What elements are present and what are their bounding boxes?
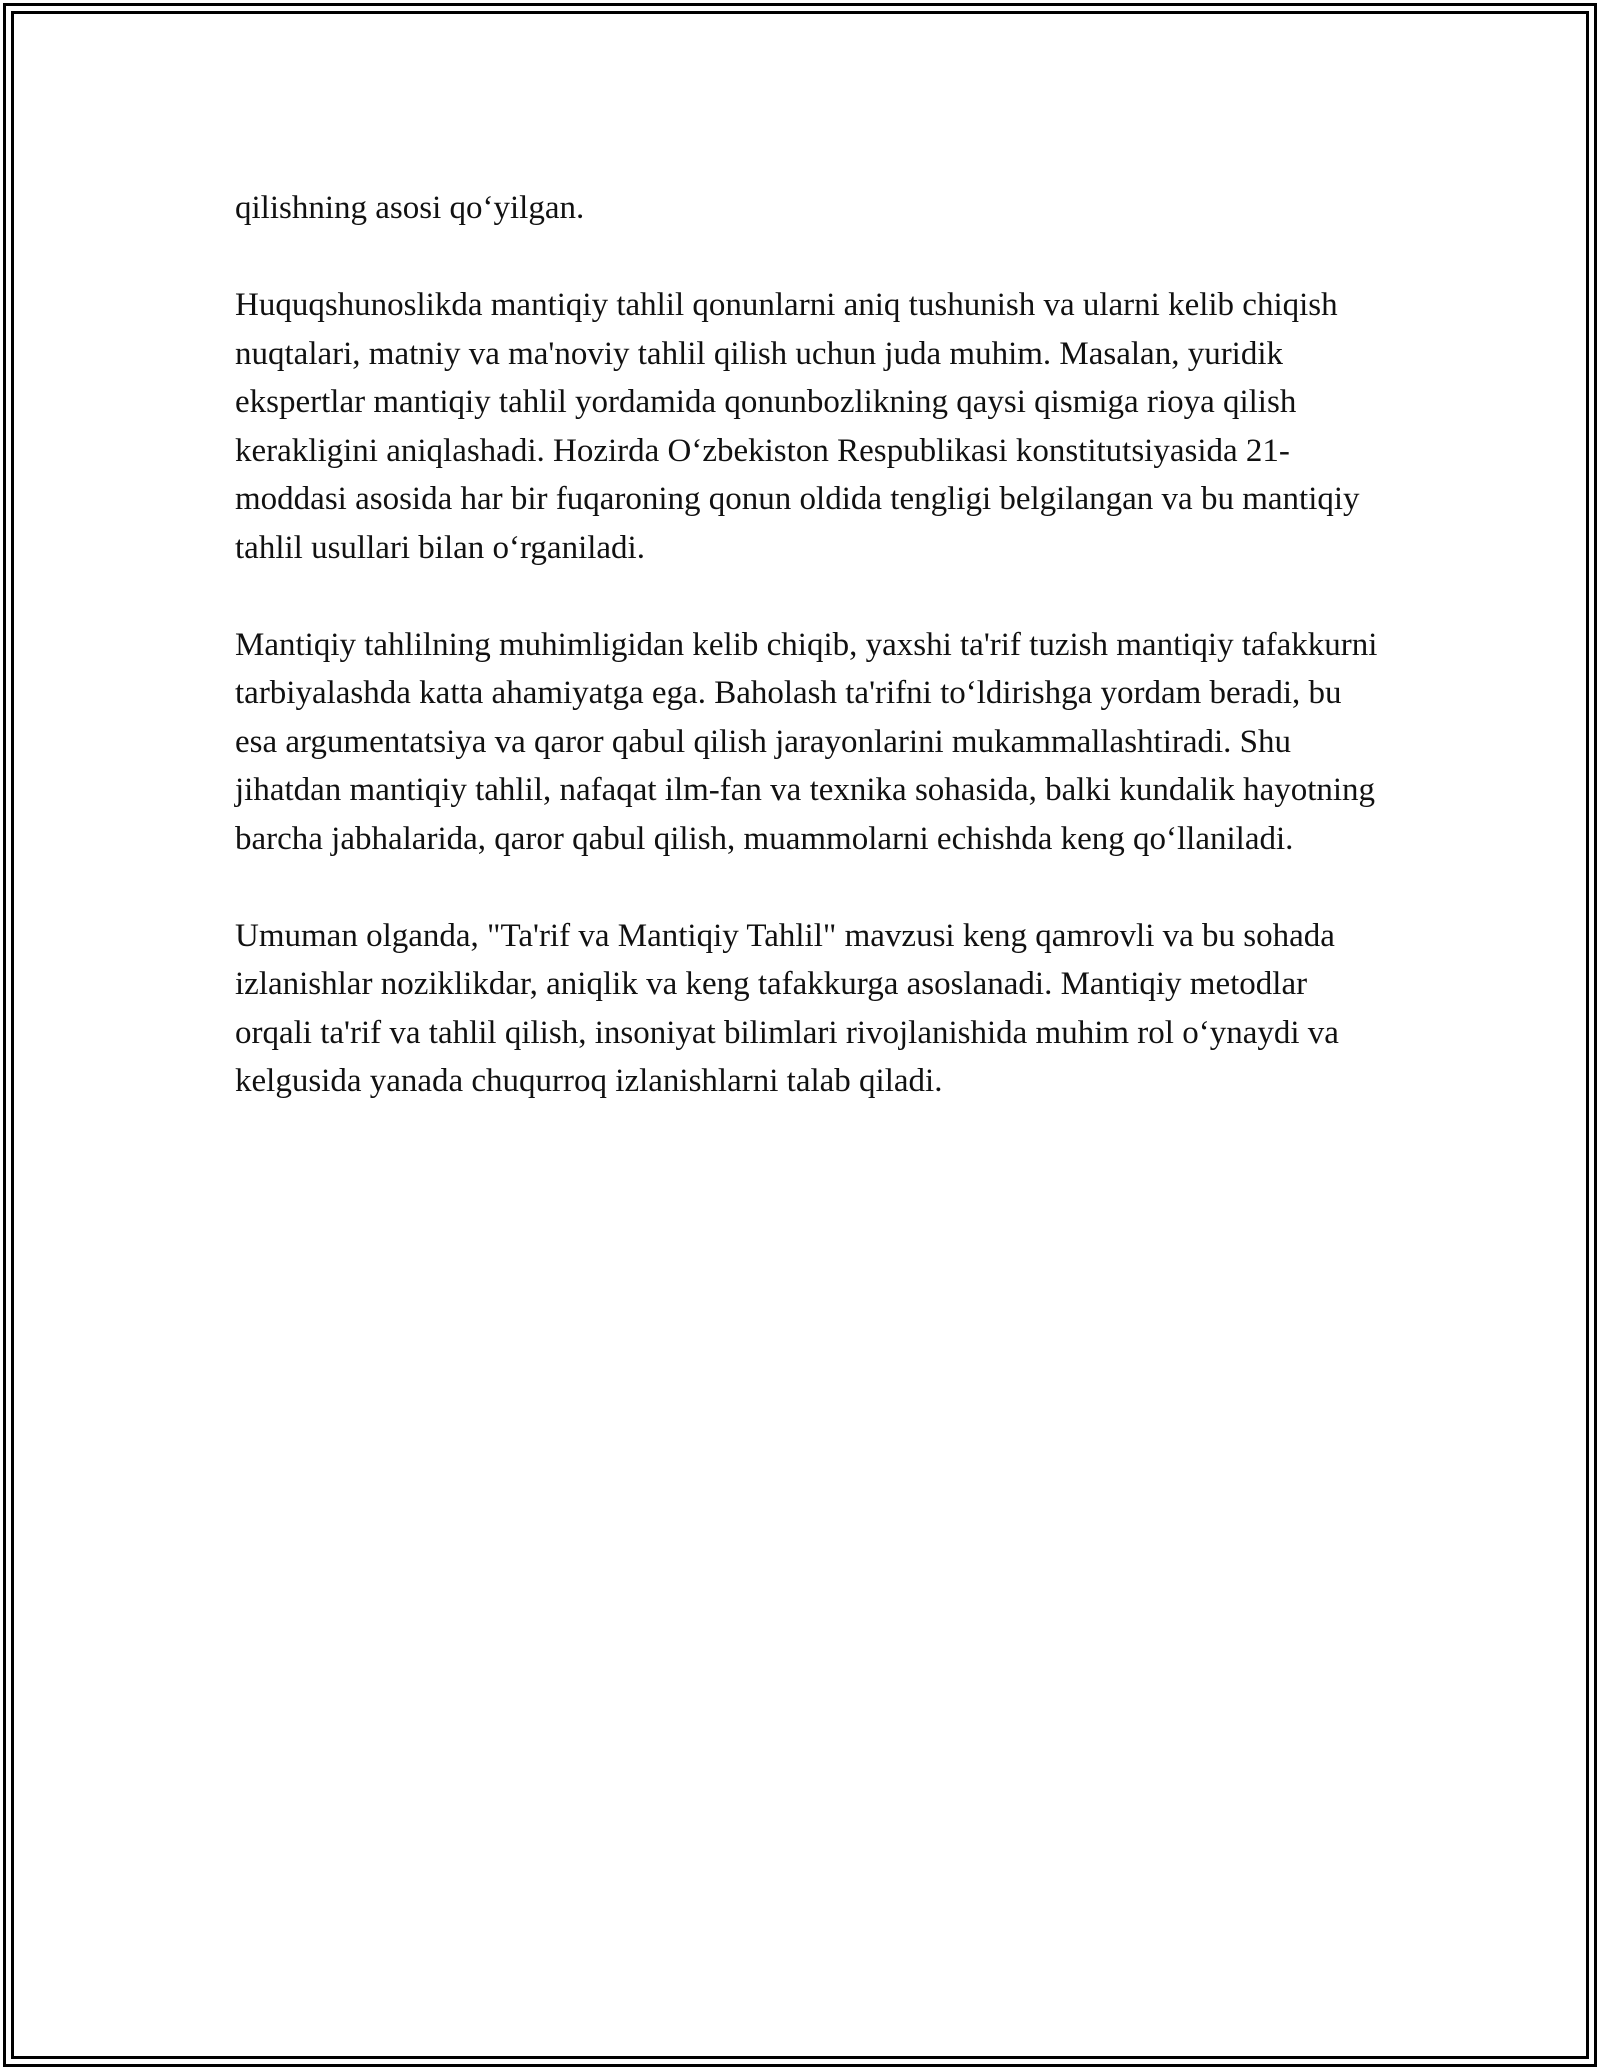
paragraph-conclusion: Umuman olganda, "Ta'rif va Mantiqiy Tahlil" mavzusi keng qamrovli va bu sohada izlanishlar noziklikdar, aniqlik va keng tafakkurga asoslanadi. Mantiqiy metodlar orqali ta'rif va tahlil qilish, insoniyat bilimlari rivojlanishida muhim rol o‘ynaydi va kelgusida yanada chuqurroq izlanishlarni talab qiladi.	[235, 917, 1339, 1099]
paragraph-law-analysis: Huquqshunoslikda mantiqiy tahlil qonunlarni aniq tushunish va ularni kelib chiqish nuqtalari, matniy va ma'noviy tahlil qilish uchun juda muhim. Masalan, yuridik ekspertlar mantiqiy tahlil yordamida qonunbozlikning qaysi qismiga rioya qilish kerakligini aniqlashadi. Hozirda O‘zbekiston Respublikasi konstitutsiyasida 21-moddasi asosida har bir fuqaroning qonun oldida tengligi belgilangan va bu mantiqiy tahlil usullari bilan o‘rganiladi.	[235, 287, 1360, 566]
paragraph-importance: Mantiqiy tahlilning muhimligidan kelib chiqib, yaxshi ta'rif tuzish mantiqiy tafakkurni tarbiyalashda katta ahamiyatga ega. Baholash ta'rifni to‘ldirishga yordam beradi, bu esa argumentatsiya va qaror qabul qilish jarayonlarini mukammallashtiradi. Shu jihatdan mantiqiy tahlil, nafaqat ilm-fan va texnika sohasida, balki kundalik hayotning barcha jabhalarida, qaror qabul qilish, muammolarni echishda keng qo‘llaniladi.	[235, 626, 1378, 857]
document-body	[235, 184, 1385, 1154]
paragraph-continuation: qilishning asosi qo‘yilgan.	[235, 190, 585, 226]
